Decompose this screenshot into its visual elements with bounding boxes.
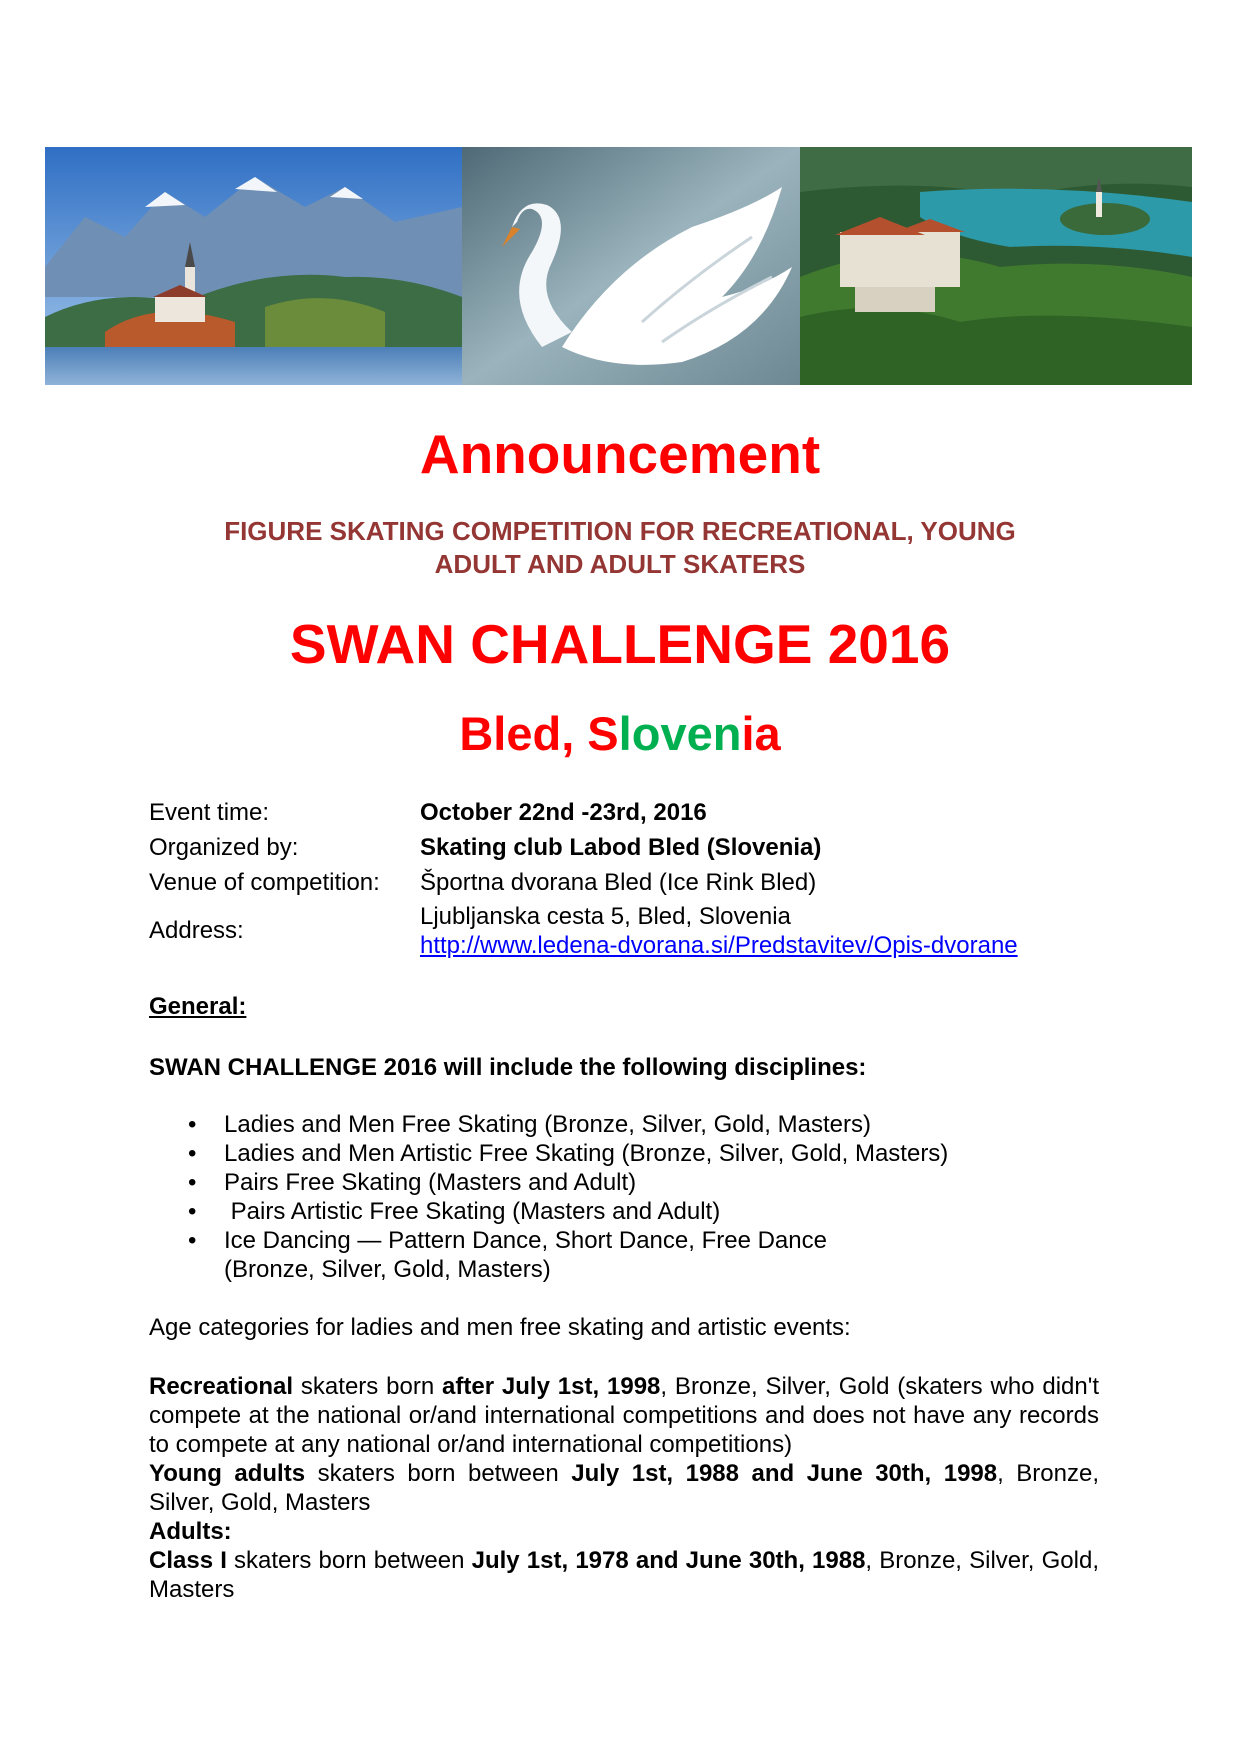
subtitle-line-1: FIGURE SKATING COMPETITION FOR RECREATIONAL, YOUNG xyxy=(224,516,1016,546)
list-item: • Pairs Artistic Free Skating (Masters and Adult) xyxy=(149,1197,1029,1226)
disciplines-list xyxy=(149,1110,1029,1284)
general-heading: General: xyxy=(149,993,247,1020)
bled-castle-photo xyxy=(800,147,1192,385)
venue-value: Športna dvorana Bled (Ice Rink Bled) xyxy=(420,869,817,896)
recreational-text-1: skaters born xyxy=(293,1373,443,1400)
young-adults-text-2: , Bronze, Silver, Gold, Masters xyxy=(149,1460,1099,1516)
organizer-label: Organized by: xyxy=(149,833,299,861)
event-time-value: October 22nd -23rd, 2016 xyxy=(420,799,707,826)
event-location xyxy=(0,704,1240,764)
recreational-text-2: , Bronze, Silver, Gold (skaters who didn't compete at the national or/and international competitions and does not have any records to compete at any national or/and international competitions) xyxy=(149,1373,1099,1458)
event-time-label: Event time: xyxy=(149,798,270,826)
list-item: • Pairs Free Skating (Masters and Adult) xyxy=(149,1168,1029,1197)
event-name: SWAN CHALLENGE 2016 xyxy=(289,613,951,675)
list-item: • Ladies and Men Free Skating (Bronze, Silver, Gold, Masters) xyxy=(149,1110,1029,1139)
announcement-title: Announcement xyxy=(419,423,821,485)
info-row-address xyxy=(149,902,1018,960)
list-item: • Ice Dancing — Pattern Dance, Short Dance, Free Dance (Bronze, Silver, Gold, Masters) xyxy=(149,1226,874,1284)
young-adults-text-1: skaters born between xyxy=(305,1460,572,1487)
young-adults-label: Young adults xyxy=(149,1460,306,1487)
white-swan-photo xyxy=(462,147,800,385)
subtitle-line-2: ADULT AND ADULT SKATERS xyxy=(434,549,806,579)
info-row-venue xyxy=(149,865,1018,900)
venue-label: Venue of competition: xyxy=(149,868,380,896)
address-value: Ljubljanska cesta 5, Bled, Slovenia xyxy=(420,903,791,930)
info-row-organizer xyxy=(149,830,1018,865)
info-row-event-time xyxy=(149,795,1018,830)
organizer-value: Skating club Labod Bled (Slovenia) xyxy=(420,834,822,861)
age-categories-text xyxy=(149,1372,1099,1604)
class-1-dates: July 1st, 1978 and June 30th, 1988 xyxy=(471,1547,866,1574)
class-1-text-2: , Bronze, Silver, Gold, Masters xyxy=(149,1547,1099,1603)
class-1-label: Class I xyxy=(149,1547,227,1574)
class-1-text-1: skaters born between xyxy=(226,1547,472,1574)
venue-website-link[interactable]: http://www.ledena-dvorana.si/Predstavitev/Opis-dvorane xyxy=(420,932,1018,959)
disciplines-heading: SWAN CHALLENGE 2016 will include the following disciplines: xyxy=(149,1054,867,1081)
adults-label: Adults: xyxy=(149,1518,232,1545)
address-label: Address: xyxy=(149,917,244,944)
location-part-3: ia xyxy=(741,707,781,760)
competition-subtitle xyxy=(0,515,1240,581)
event-info-table xyxy=(149,795,1018,960)
recreational-label: Recreational xyxy=(149,1373,294,1400)
location-part-2: loven xyxy=(618,707,742,760)
young-adults-dates: July 1st, 1988 and June 30th, 1998 xyxy=(571,1460,998,1487)
location-part-1: Bled, S xyxy=(459,707,619,760)
recreational-date: after July 1st, 1998 xyxy=(442,1373,661,1400)
photo-banner xyxy=(45,147,1192,385)
age-categories-heading: Age categories for ladies and men free skating and artistic events: xyxy=(149,1314,851,1341)
list-item: • Ladies and Men Artistic Free Skating (Bronze, Silver, Gold, Masters) xyxy=(149,1139,1029,1168)
lake-bled-church-photo xyxy=(45,147,462,385)
address-value-block xyxy=(420,902,1018,960)
